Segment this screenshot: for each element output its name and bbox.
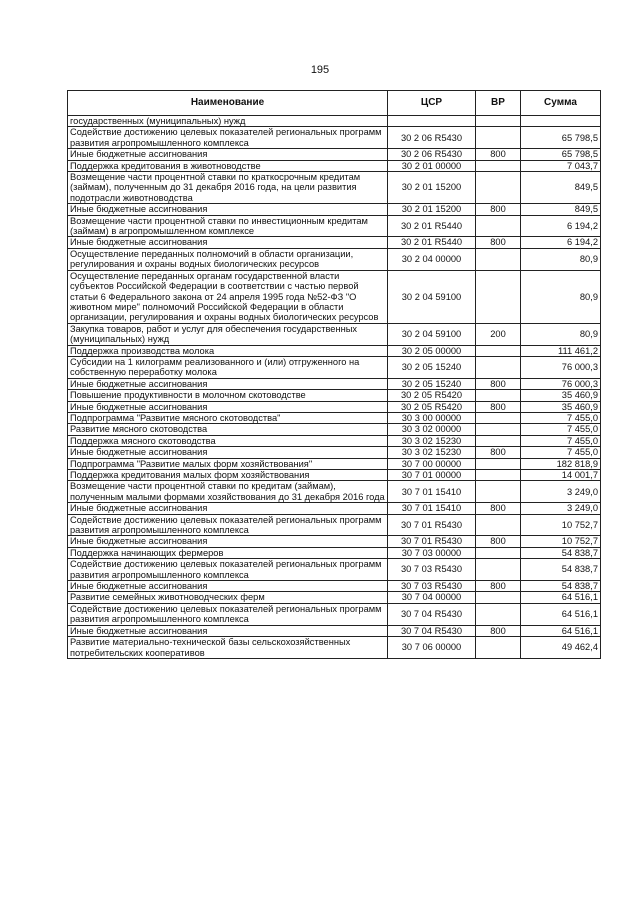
cell-sum: 849,5 [521,172,601,204]
table-row [68,435,601,446]
cell-name: Повышение продуктивности в молочном скотоводстве [68,390,388,401]
cell-sum: 10 752,7 [521,514,601,536]
table-row [68,559,601,581]
cell-sum: 7 455,0 [521,424,601,435]
table-row [68,149,601,160]
cell-sum [521,116,601,127]
cell-sum: 80,9 [521,248,601,270]
cell-name: Осуществление переданных полномочий в области организации, регулирования и охраны водных биологических ресурсов [68,248,388,270]
cell-csr: 30 7 03 R5430 [388,581,476,592]
cell-vr [476,116,521,127]
cell-csr: 30 2 01 15200 [388,172,476,204]
cell-csr: 30 7 03 R5430 [388,559,476,581]
cell-sum: 7 455,0 [521,412,601,423]
cell-csr: 30 7 06 00000 [388,637,476,659]
cell-name: Развитие мясного скотоводства [68,424,388,435]
table-row [68,503,601,514]
cell-vr: 800 [476,149,521,160]
table-row [68,215,601,237]
cell-csr: 30 7 01 R5430 [388,514,476,536]
cell-sum: 54 838,7 [521,559,601,581]
cell-sum: 7 455,0 [521,447,601,458]
cell-csr: 30 7 03 00000 [388,547,476,558]
cell-csr: 30 7 04 R5430 [388,603,476,625]
cell-vr [476,356,521,378]
cell-sum: 49 462,4 [521,637,601,659]
cell-name: Поддержка производства молока [68,345,388,356]
table-row [68,424,601,435]
table-row [68,547,601,558]
cell-csr: 30 2 01 15200 [388,204,476,215]
table-row [68,514,601,536]
cell-sum: 65 798,5 [521,127,601,149]
table-row [68,458,601,469]
cell-name: Закупка товаров, работ и услуг для обеспечения государственных (муниципальных) нужд [68,323,388,345]
cell-vr [476,215,521,237]
cell-csr: 30 2 01 00000 [388,160,476,171]
cell-name: Развитие материально-технической базы сельскохозяйственных потребительских кооперативов [68,637,388,659]
cell-vr: 800 [476,447,521,458]
cell-vr [476,637,521,659]
cell-sum: 64 516,1 [521,603,601,625]
table-body [68,116,601,659]
cell-name: государственных (муниципальных) нужд [68,116,388,127]
cell-csr: 30 2 06 R5430 [388,149,476,160]
table-row [68,401,601,412]
cell-vr [476,592,521,603]
cell-sum: 65 798,5 [521,149,601,160]
table-row [68,127,601,149]
cell-vr: 800 [476,378,521,389]
cell-sum: 7 043,7 [521,160,601,171]
cell-sum: 35 460,9 [521,390,601,401]
cell-sum: 35 460,9 [521,401,601,412]
cell-name: Субсидии на 1 килограмм реализованного и (или) отгруженного на собственную переработку молока [68,356,388,378]
cell-csr: 30 2 05 00000 [388,345,476,356]
cell-vr: 800 [476,536,521,547]
table-row [68,378,601,389]
table-row [68,323,601,345]
header-csr: ЦСР [388,91,476,116]
cell-csr: 30 3 00 00000 [388,412,476,423]
cell-name: Поддержка мясного скотоводства [68,435,388,446]
cell-sum: 64 516,1 [521,625,601,636]
cell-name: Возмещение части процентной ставки по инвестиционным кредитам (займам) в агропромышленном комплексе [68,215,388,237]
table-row [68,581,601,592]
cell-name: Поддержка начинающих фермеров [68,547,388,558]
table-row [68,412,601,423]
header-vr: ВР [476,91,521,116]
cell-csr: 30 7 01 15410 [388,481,476,503]
cell-vr [476,160,521,171]
cell-csr: 30 2 05 15240 [388,378,476,389]
cell-name: Подпрограмма "Развитие мясного скотоводства" [68,412,388,423]
cell-name: Осуществление переданных органам государственной власти субъектов Российской Федерации в соответствии с частью первой статьи 6 Федерального закона от 24 апреля 1995 года №52-ФЗ "О животном мире" полномочий Российской Федерации в области организации, регулирования и охраны водных биологических ресурсов [68,270,388,323]
cell-vr [476,603,521,625]
cell-name: Возмещение части процентной ставки по краткосрочным кредитам (займам), полученным до 31 декабря 2016 года, на цели развития подотрасли животноводства [68,172,388,204]
cell-sum: 76 000,3 [521,378,601,389]
table-row [68,536,601,547]
cell-name: Иные бюджетные ассигнования [68,625,388,636]
cell-vr [476,345,521,356]
cell-sum: 6 194,2 [521,215,601,237]
cell-name: Иные бюджетные ассигнования [68,378,388,389]
cell-vr: 800 [476,237,521,248]
cell-name: Иные бюджетные ассигнования [68,204,388,215]
budget-table [67,90,601,659]
table-row [68,237,601,248]
cell-vr [476,248,521,270]
cell-sum: 54 838,7 [521,547,601,558]
cell-name: Иные бюджетные ассигнования [68,149,388,160]
cell-csr [388,116,476,127]
header-name: Наименование [68,91,388,116]
cell-sum: 111 461,2 [521,345,601,356]
cell-vr [476,559,521,581]
cell-vr: 800 [476,581,521,592]
table-row [68,248,601,270]
cell-vr [476,172,521,204]
cell-sum: 80,9 [521,270,601,323]
table-row [68,637,601,659]
header-sum: Сумма [521,91,601,116]
cell-csr: 30 2 06 R5430 [388,127,476,149]
cell-name: Содействие достижению целевых показателей региональных программ развития агропромышленного комплекса [68,559,388,581]
table-row [68,172,601,204]
cell-vr: 800 [476,625,521,636]
cell-csr: 30 3 02 15230 [388,435,476,446]
cell-name: Иные бюджетные ассигнования [68,447,388,458]
cell-csr: 30 7 01 R5430 [388,536,476,547]
cell-vr [476,435,521,446]
cell-name: Содействие достижению целевых показателей региональных программ развития агропромышленного комплекса [68,127,388,149]
table-row [68,116,601,127]
cell-csr: 30 3 02 15230 [388,447,476,458]
table-row [68,390,601,401]
cell-name: Содействие достижению целевых показателей региональных программ развития агропромышленного комплекса [68,514,388,536]
cell-csr: 30 7 01 00000 [388,470,476,481]
cell-name: Подпрограмма "Развитие малых форм хозяйствования" [68,458,388,469]
table-row [68,356,601,378]
cell-vr: 800 [476,204,521,215]
cell-vr [476,127,521,149]
cell-sum: 10 752,7 [521,536,601,547]
cell-vr [476,470,521,481]
table-row [68,625,601,636]
cell-csr: 30 2 04 59100 [388,270,476,323]
cell-vr: 800 [476,401,521,412]
cell-vr [476,270,521,323]
cell-sum: 6 194,2 [521,237,601,248]
page-number: 195 [310,64,330,76]
table-row [68,603,601,625]
table-row [68,270,601,323]
cell-csr: 30 3 02 00000 [388,424,476,435]
cell-sum: 7 455,0 [521,435,601,446]
cell-csr: 30 2 01 R5440 [388,237,476,248]
cell-vr [476,390,521,401]
table-row [68,160,601,171]
cell-name: Иные бюджетные ассигнования [68,581,388,592]
cell-vr [476,424,521,435]
cell-sum: 64 516,1 [521,592,601,603]
cell-vr [476,412,521,423]
cell-vr: 800 [476,503,521,514]
cell-sum: 76 000,3 [521,356,601,378]
cell-vr [476,481,521,503]
cell-csr: 30 7 04 00000 [388,592,476,603]
cell-sum: 80,9 [521,323,601,345]
cell-name: Иные бюджетные ассигнования [68,536,388,547]
cell-sum: 54 838,7 [521,581,601,592]
cell-vr: 200 [476,323,521,345]
table-row [68,204,601,215]
cell-name: Содействие достижению целевых показателей региональных программ развития агропромышленного комплекса [68,603,388,625]
header-row [68,91,601,116]
cell-sum: 14 001,7 [521,470,601,481]
cell-sum: 3 249,0 [521,481,601,503]
table-row [68,481,601,503]
cell-name: Поддержка кредитования в животноводстве [68,160,388,171]
cell-csr: 30 2 04 00000 [388,248,476,270]
cell-csr: 30 2 04 59100 [388,323,476,345]
cell-csr: 30 2 05 15240 [388,356,476,378]
cell-name: Иные бюджетные ассигнования [68,503,388,514]
table-row [68,345,601,356]
cell-csr: 30 7 00 00000 [388,458,476,469]
cell-csr: 30 2 05 R5420 [388,390,476,401]
table-row [68,470,601,481]
cell-sum: 849,5 [521,204,601,215]
cell-name: Развитие семейных животноводческих ферм [68,592,388,603]
cell-vr [476,514,521,536]
table-row [68,592,601,603]
cell-name: Иные бюджетные ассигнования [68,401,388,412]
cell-name: Иные бюджетные ассигнования [68,237,388,248]
cell-vr [476,458,521,469]
cell-csr: 30 2 01 R5440 [388,215,476,237]
cell-name: Возмещение части процентной ставки по кредитам (займам), полученным малыми формами хозяйствования до 31 декабря 2016 года [68,481,388,503]
table-row [68,447,601,458]
cell-vr [476,547,521,558]
cell-csr: 30 7 04 R5430 [388,625,476,636]
cell-sum: 3 249,0 [521,503,601,514]
cell-sum: 182 818,9 [521,458,601,469]
cell-name: Поддержка кредитования малых форм хозяйствования [68,470,388,481]
cell-csr: 30 2 05 R5420 [388,401,476,412]
cell-csr: 30 7 01 15410 [388,503,476,514]
